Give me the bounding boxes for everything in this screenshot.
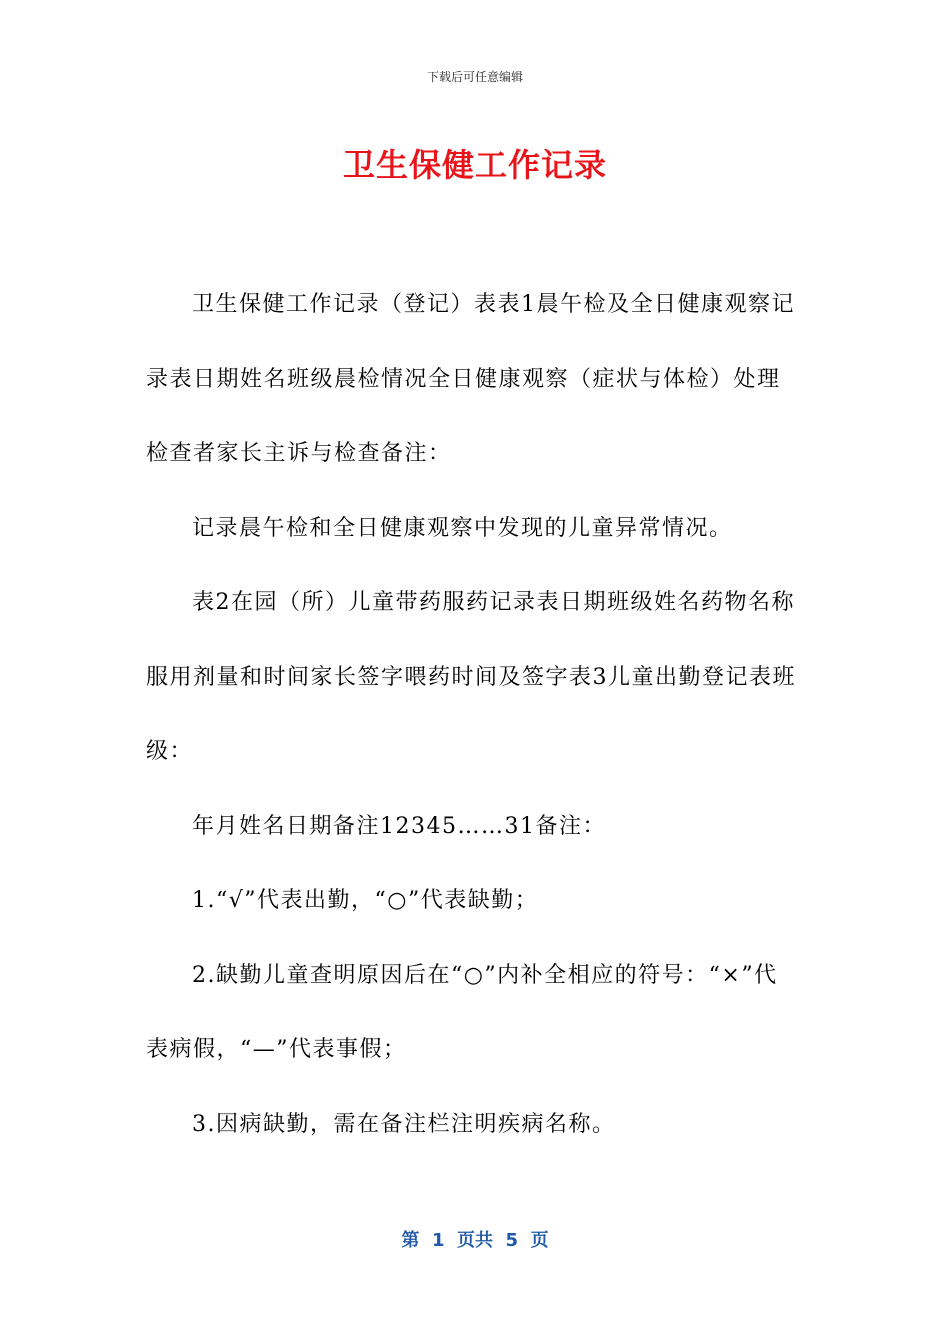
document-title: 卫生保健工作记录 xyxy=(342,146,607,184)
paragraph: 表2在园（所）儿童带药服药记录表日期班级姓名药物名称服用剂量和时间家长签字喂药时间及签字表3儿童出勤登记表班级： xyxy=(146,590,796,764)
paragraph: 卫生保健工作记录（登记）表表1晨午检及全日健康观察记录表日期姓名班级晨检情况全日健康观察（症状与体检）处理检查者家长主诉与检查备注： xyxy=(146,292,795,466)
paragraph: 1.“√”代表出勤，“○”代表缺勤； xyxy=(192,888,539,913)
header-note: 下载后可任意编辑 xyxy=(426,70,523,84)
paragraph: 记录晨午检和全日健康观察中发现的儿童异常情况。 xyxy=(192,515,733,541)
paragraph: 3.因病缺勤，需在备注栏注明疾病名称。 xyxy=(192,1111,616,1137)
page-footer: 第 1 页共 5 页 xyxy=(401,1230,549,1251)
paragraph: 年月姓名日期备注12345……31备注： xyxy=(192,813,606,839)
paragraph: 2.缺勤儿童查明原因后在“○”内补全相应的符号：“×”代表病假，“—”代表事假； xyxy=(146,962,778,1062)
document-body xyxy=(146,268,796,1162)
